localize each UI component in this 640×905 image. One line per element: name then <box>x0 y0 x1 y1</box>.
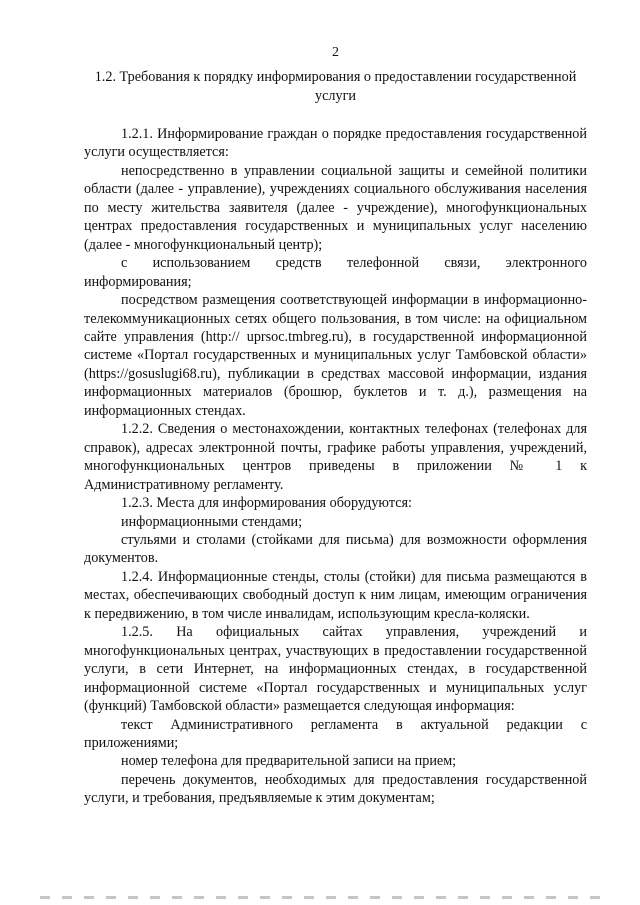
paragraph-info-stands: информационными стендами; <box>121 513 303 530</box>
paragraph-chairs-tables: стульями и столами (стойками для письма) для возможности оформления документов. <box>84 531 587 567</box>
paragraph-regulation-text: текст Административного регламента в актуальной редакции с приложениями; <box>84 716 587 751</box>
paragraph-1-2-2: 1.2.2. Сведения о местонахождении, контактных телефонах (телефонах для справок), адресах электронной почты, графике работы управления, учреждений, многофункциональных центров приведены в приложении № 1 к Административному регламенту. <box>84 421 587 493</box>
paragraph-online-informing: посредством размещения соответствующей информации в информационно-телекоммуникационных сетях общего пользования, в том числе: на официальном сайте управления (http:// uprsoc.tmbreg.ru), в государственной информационной системе «Портал государственных и муниципальных услуг Тамбовской области» (https://gosuslugi68.ru), публикации в средствах массовой информации, издания информационных материалов (брошюр, буклетов и т. д.), размещения на информационных стендах. <box>84 292 587 419</box>
paragraph-phone-appointment: номер телефона для предварительной записи на прием; <box>121 753 457 770</box>
section-title: 1.2. Требования к порядку информирования о предоставлении государственной услуги <box>94 69 577 104</box>
paragraph-1-2-4: 1.2.4. Информационные стенды, столы (стойки) для письма размещаются в местах, обеспечивающих свободный доступ к ним лицам, имеющим ограничения к передвижению, в том числе инвалидам, использующим кресла-коляски. <box>84 568 587 622</box>
paragraph-1-2-3: 1.2.3. Места для информирования оборудуются: <box>121 495 412 512</box>
paragraph-documents-list: перечень документов, необходимых для предоставления государственной услуги, и требования, предъявляемые к этим документам; <box>84 771 587 807</box>
document-page <box>84 44 587 808</box>
paragraph-1-2-5: 1.2.5. На официальных сайтах управления, учреждений и многофункциональных центрах, участвующих в предоставлении государственной услуги, в сети Интернет, на информационных стендах, в государственной информационной системе «Портал государственных и муниципальных услуг (функций) Тамбовской области» размещается следующая информация: <box>84 624 587 715</box>
scan-edge-artifact <box>40 896 600 899</box>
paragraph-1-2-1: 1.2.1. Информирование граждан о порядке предоставления государственной услуги осуществляется: <box>84 126 587 161</box>
paragraph-direct-informing: непосредственно в управлении социальной защиты и семейной политики области (далее - управление), учреждениях социального обслуживания населения по месту жительства заявителя (далее - учреждение), многофункциональных центрах предоставления государственных и муниципальных услуг населению (далее - многофункциональный центр); <box>84 162 587 253</box>
page-number: 2 <box>332 45 339 60</box>
paragraph-phone-informing: с использованием средств телефонной связи, электронного информирования; <box>84 255 587 290</box>
